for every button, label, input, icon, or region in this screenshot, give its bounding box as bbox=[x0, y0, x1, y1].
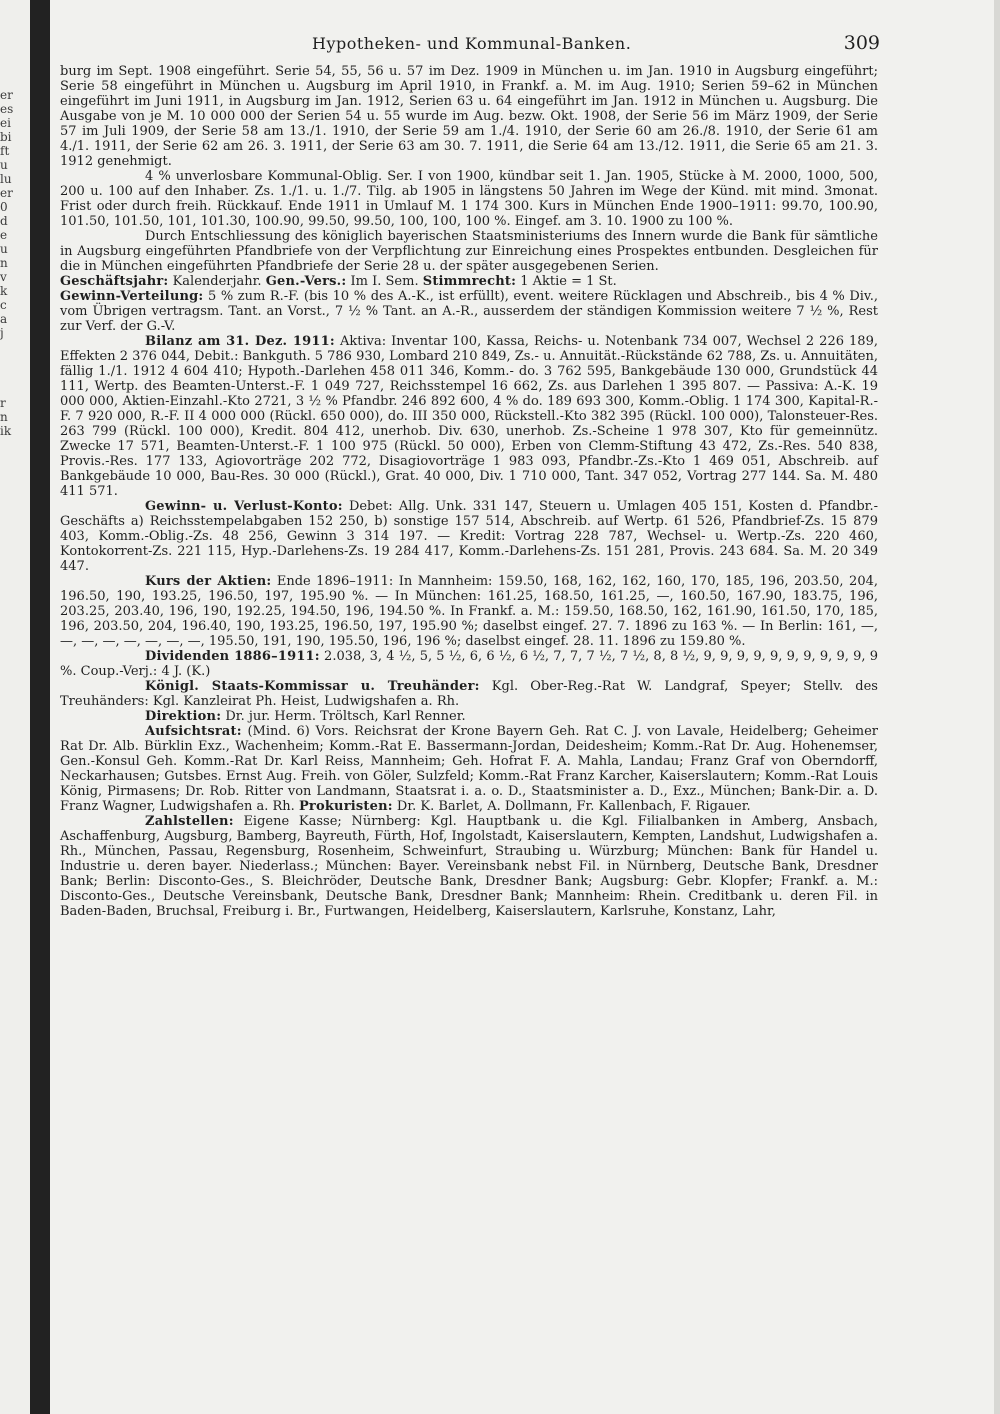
gutter-fragment: er bbox=[0, 186, 13, 200]
gutter-fragment: e bbox=[0, 228, 8, 242]
text-kurs-aktien: Ende 1896–1911: In Mannheim: 159.50, 168, 162, 162, 160, 170, 185, 196, 203.50, 204, 196.50, 190, 193.25, 196.50, 197, 195.90 %. — In München: 161.25, 168.50, 161.25, —, 160.50, 167.90, 183.75, 196, 203.25, 203.40, 196, 190, 192.25, 194.50, 196, 194.50 %. In Frankf. a. M.: 159.50, 168.50, 162, 161.90, 161.50, 170, 185, 196, 203.50, 204, 196.40, 190, 193.25, 196.50, 197, 195.90 %; daselbst eingef. 27. 7. 1896 zu 163 %. — In Berlin: 161, —, —, —, —, —, —, —, —, 195.50, 191, 190, 195.50, 196, 196 %; daselbst eingef. 28. 11. 1896 zu 159.80 %. bbox=[60, 574, 878, 649]
label-staats-kommissar: Königl. Staats-Kommissar u. Treuhänder: bbox=[145, 679, 480, 694]
gutter-fragment: 0 bbox=[0, 200, 8, 214]
gutter-fragment: er bbox=[0, 88, 13, 102]
section-gewinn-verlust bbox=[60, 499, 878, 574]
gutter-fragment: bi bbox=[0, 130, 12, 144]
section-gewinn-verteilung bbox=[60, 289, 878, 334]
gutter-fragment bbox=[0, 368, 30, 382]
label-kurs-aktien: Kurs der Aktien: bbox=[145, 574, 272, 589]
gutter-fragment: v bbox=[0, 270, 7, 284]
gutter-fragment: ei bbox=[0, 116, 11, 130]
gutter-fragment: lu bbox=[0, 172, 12, 186]
gutter-fragment: ft bbox=[0, 144, 10, 158]
label-gewinn-verlust: Gewinn- u. Verlust-Konto: bbox=[145, 499, 343, 514]
facing-page-fragments bbox=[0, 88, 30, 438]
section-kurs-aktien bbox=[60, 574, 878, 649]
label-bilanz: Bilanz am 31. Dez. 1911: bbox=[145, 334, 335, 349]
gutter-fragment: j bbox=[0, 326, 4, 340]
gutter-fragment: n bbox=[0, 256, 8, 270]
section-bilanz bbox=[60, 334, 878, 499]
page-edge bbox=[994, 0, 1000, 1414]
label-prokuristen: Prokuristen: bbox=[298, 799, 393, 814]
text-gewinn-verteilung: 5 % zum R.-F. (bis 10 % des A.-K., ist erfüllt), event. weitere Rücklagen und Abschreib., bis 4 % Div., vom Übrigen vertragsm. Tant. an Vorst., 7 ½ % Tant. an A.-R., ausserdem der ständigen Kommission weitere 7 ½ %, Rest zur Verf. der G.-V. bbox=[60, 289, 879, 334]
gutter-fragment: es bbox=[0, 102, 14, 116]
text-prokuristen: Dr. K. Barlet, A. Dollmann, Fr. Kallenbach, F. Rigauer. bbox=[396, 799, 751, 814]
running-head bbox=[90, 34, 880, 58]
section-zahlstellen bbox=[60, 814, 878, 919]
text-gen-vers: Im I. Sem. bbox=[350, 274, 419, 289]
paragraph-kommunal-oblig: 4 % unverlosbare Kommunal-Oblig. Ser. I von 1900, kündbar seit 1. Jan. 1905, Stücke à M. 2000, 1000, 500, 200 u. 100 auf den Inhaber. Zs. 1./1. u. 1./7. Tilg. ab 1905 in längstens 50 Jahren im Wege der Künd. mit mind. 3monat. Frist oder durch freih. Rückkauf. Ende 1911 in Umlauf M. 1 174 300. Kurs in München Ende 1900–1911: 99.70, 100.90, 101.50, 101.50, 101, 101.30, 100.90, 99.50, 99.50, 100, 100, 100 %. Eingef. am 3. 10. 1900 zu 100 %. bbox=[60, 169, 878, 229]
gutter-fragment: r bbox=[0, 396, 6, 410]
gutter-fragment: ik bbox=[0, 424, 12, 438]
page-body bbox=[60, 64, 878, 919]
section-direktion bbox=[60, 709, 878, 724]
text-zahlstellen: Eigene Kasse; Nürnberg: Kgl. Hauptbank u. die Kgl. Filialbanken in Amberg, Ansbach, Aschaffenburg, Augsburg, Bamberg, Bayreuth, Fürth, Hof, Ingolstadt, Kaiserslautern, Kempten, Landshut, Ludwigshafen a. Rh., München, Passau, Regensburg, Rosenheim, Schweinfurt, Straubing u. Würzburg; München: Bank für Handel u. Industrie u. deren bayer. Niederlass.; München: Bayer. Vereinsbank nebst Fil. in Nürnberg, Deutsche Bank, Dresdner Bank; Berlin: Disconto-Ges., S. Bleichröder, Deutsche Bank, Dresdner Bank; Augsburg: Gebr. Klopfer; Frankf. a. M.: Disconto-Ges., Deutsche Vereinsbank, Deutsche Bank, Dresdner Bank; Mannheim: Rhein. Creditbank u. deren Fil. in Baden-Baden, Bruchsal, Freiburg i. Br., Furtwangen, Heidelberg, Kaiserslautern, Karlsruhe, Konstanz, Lahr, bbox=[60, 814, 878, 919]
gutter-fragment bbox=[0, 340, 30, 354]
text-stimmrecht: 1 Aktie = 1 St. bbox=[520, 274, 617, 289]
label-gewinn-verteilung: Gewinn-Verteilung: bbox=[60, 289, 204, 304]
section-staats-kommissar bbox=[60, 679, 878, 709]
label-gen-vers: Gen.-Vers.: bbox=[265, 274, 347, 289]
gutter-fragment: u bbox=[0, 158, 8, 172]
gutter-fragment bbox=[0, 382, 30, 396]
label-zahlstellen: Zahlstellen: bbox=[145, 814, 234, 829]
paragraph-series: burg im Sept. 1908 eingeführt. Serie 54, 55, 56 u. 57 im Dez. 1909 in München u. im Jan. 1910 in Augsburg eingeführt; Serie 58 eingeführt in München u. Augsburg im April 1910, in Frankf. a. M. im Aug. 1910; Serien 59–62 in München eingeführt im Juni 1911, in Augsburg im Jan. 1912, Serien 63 u. 64 eingeführt im Jan. 1912 in München u. Augsburg. Die Ausgabe von je M. 10 000 000 der Serien 54 u. 55 wurde im Aug. bezw. Okt. 1908, der Serie 56 im März 1909, der Serie 57 im Juli 1909, der Serie 58 am 13./1. 1910, der Serie 59 am 1./4. 1910, der Serie 60 am 26./8. 1910, der Serie 61 am 4./1. 1911, der Serie 62 am 26. 3. 1911, der Serie 63 am 30. 7. 1911, die Serie 64 am 13./12. 1911, die Serie 65 am 21. 3. 1912 genehmigt. bbox=[60, 64, 878, 169]
page-number: 309 bbox=[843, 32, 880, 54]
text-gewinn-verlust: Debet: Allg. Unk. 331 147, Steuern u. Umlagen 405 151, Kosten d. Pfandbr.-Geschäfts a) Reichsstempelabgaben 152 250, b) sonstige 157 514, Abschreib. auf Wertp. 61 526, Pfandbrief-Zs. 15 879 403, Komm.-Oblig.-Zs. 48 256, Gewinn 3 314 197. — Kredit: Vortrag 228 787, Wechsel- u. Wertp.-Zs. 220 460, Kontokorrent-Zs. 221 115, Hyp.-Darlehens-Zs. 19 284 417, Komm.-Darlehens-Zs. 151 281, Provis. 243 684. Sa. M. 20 349 447. bbox=[60, 499, 878, 574]
section-geschaeftsjahr bbox=[60, 274, 878, 289]
label-aufsichtsrat: Aufsichtsrat: bbox=[145, 724, 242, 739]
gutter-fragment: k bbox=[0, 284, 8, 298]
section-aufsichtsrat bbox=[60, 724, 878, 814]
gutter-fragment bbox=[0, 354, 30, 368]
gutter-fragment: a bbox=[0, 312, 8, 326]
running-title: Hypotheken- und Kommunal-Banken. bbox=[312, 34, 632, 53]
text-geschaeftsjahr: Kalenderjahr. bbox=[172, 274, 262, 289]
gutter-fragment: c bbox=[0, 298, 7, 312]
gutter-fragment: u bbox=[0, 242, 8, 256]
text-direktion: Dr. jur. Herm. Tröltsch, Karl Renner. bbox=[225, 709, 466, 724]
book-spine-shadow bbox=[30, 0, 50, 1414]
label-stimmrecht: Stimmrecht: bbox=[422, 274, 517, 289]
paragraph-entschliessung: Durch Entschliessung des königlich bayerischen Staatsministeriums des Innern wurde die Bank für sämtliche in Augsburg eingeführten Pfandbriefe von der Verpflichtung zur Einreichung eines Prospektes entbunden. Desgleichen für die in München eingeführten Pfandbriefe der Serie 28 u. der später ausgegebenen Serien. bbox=[60, 229, 878, 274]
label-direktion: Direktion: bbox=[145, 709, 222, 724]
gutter-fragment: n bbox=[0, 410, 8, 424]
label-dividenden: Dividenden 1886–1911: bbox=[145, 649, 320, 664]
text-dividenden: 2.038, 3, 4 ½, 5, 5 ½, 6, 6 ½, 6 ½, 7, 7, 7 ½, 7 ½, 8, 8 ½, 9, 9, 9, 9, 9, 9, 9, 9, 9, 9, 9 %. Coup.-Verj.: 4 J. (K.) bbox=[60, 649, 879, 679]
label-geschaeftsjahr: Geschäftsjahr: bbox=[60, 274, 169, 289]
text-aufsichtsrat: (Mind. 6) Vors. Reichsrat der Krone Bayern Geh. Rat C. J. von Lavale, Heidelberg; Geheimer Rat Dr. Alb. Bürklin Exz., Wachenheim; Komm.-Rat E. Bassermann-Jordan, Deidesheim; Komm.-Rat Dr. Aug. Hohenemser, Gen.-Konsul Geh. Komm.-Rat Dr. Karl Reiss, Mannheim; Geh. Hofrat F. A. Mahla, Landau; Franz Graf von Oberndorff, Neckarhausen; Gutsbes. Ernst Aug. Freih. von Göler, Sulzfeld; Komm.-Rat Franz Karcher, Kaiserslautern; Komm.-Rat Louis König, Pirmasens; Dr. Rob. Ritter von Landmann, Staatsrat i. a. o. D., Staatsminister a. D., Exz., München; Bank-Dir. a. D. Franz Wagner, Ludwigshafen a. Rh. bbox=[60, 724, 878, 814]
section-dividenden bbox=[60, 649, 878, 679]
text-bilanz: Aktiva: Inventar 100, Kassa, Reichs- u. Notenbank 734 007, Wechsel 2 226 189, Effekten 2 376 044, Debit.: Bankguth. 5 786 930, Lombard 210 849, Zs.- u. Annuität.-Rückstände 62 788, Zs. u. Annuitäten, fällig 1./1. 1912 4 604 410; Hypoth.-Darlehen 458 011 346, Komm.- do. 3 762 595, Bankgebäude 130 000, Grundstück 44 111, Wertp. des Beamten-Unterst.-F. 1 049 727, Reichsstempel 16 662, Zs. aus Darlehen 1 395 807. — Passiva: A.-K. 19 000 000, Aktien-Einzahl.-Kto 2721, 3 ½ % Pfandbr. 246 892 600, 4 % do. 189 693 300, Komm.-Oblig. 1 174 300, Kapital-R.-F. 7 920 000, R.-F. II 4 000 000 (Rückl. 650 000), do. III 350 000, Rückstell.-Kto 382 395 (Rückl. 100 000), Talonsteuer-Res. 263 799 (Rückl. 100 000), Kredit. 804 412, unerhob. Div. 630, unerhob. Zs.-Scheine 1 978 307, Kto für gemeinnütz. Zwecke 17 571, Beamten-Unterst.-F. 1 100 975 (Rückl. 50 000), Erben von Clemm-Stiftung 43 472, Zs.-Res. 540 838, Provis.-Res. 177 133, Agiovorträge 202 772, Disagiovorträge 1 983 093, Pfandbr.-Zs.-Kto 1 469 051, Abschreib. auf Bankgebäude 10 000, Bau-Res. 30 000 (Rückl.), Grat. 40 000, Div. 1 710 000, Tant. 347 052, Vortrag 277 144. Sa. M. 480 411 571. bbox=[60, 334, 878, 499]
facing-page-edge bbox=[0, 0, 34, 1414]
gutter-fragment: d bbox=[0, 214, 8, 228]
text-staats-kommissar: Kgl. Ober-Reg.-Rat W. Landgraf, Speyer; Stellv. des Treuhänders: Kgl. Kanzleirat Ph. Heist, Ludwigshafen a. Rh. bbox=[60, 679, 878, 709]
